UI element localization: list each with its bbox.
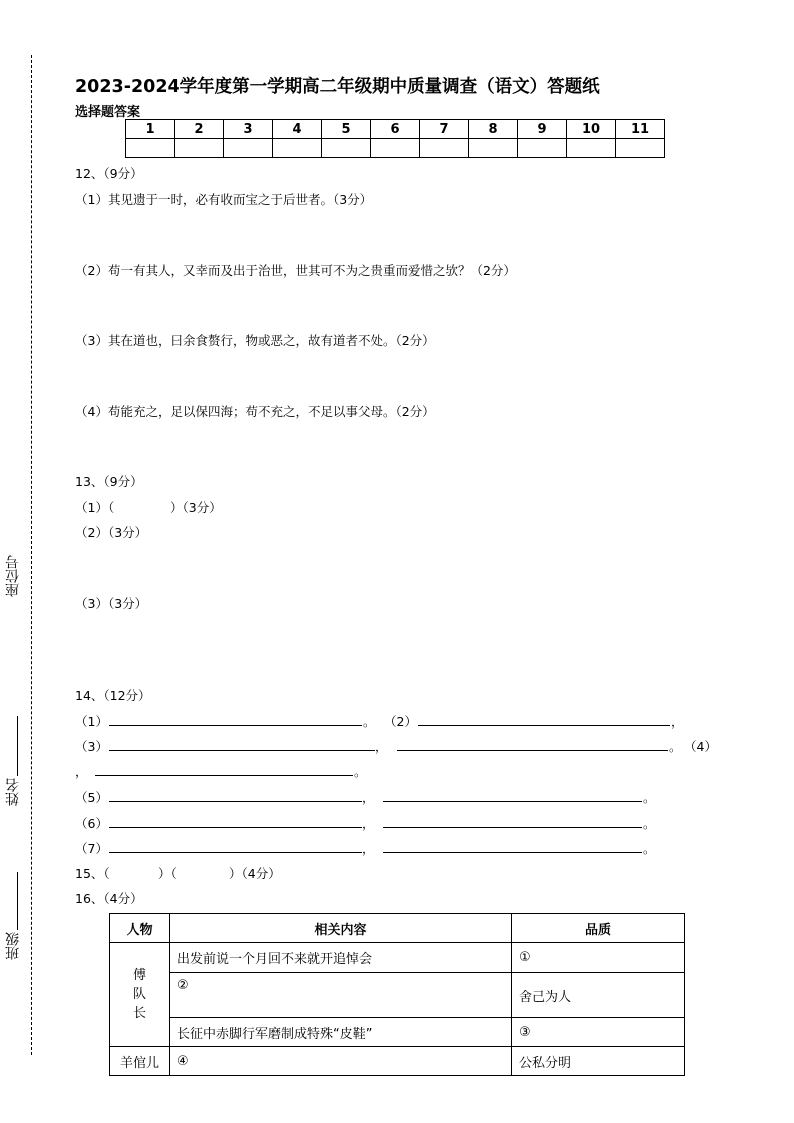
row3-quality[interactable]: ③ [512,1018,685,1047]
q14-label-1: （1） [75,714,108,729]
choice-number: 5 [322,120,371,139]
header-person: 人物 [110,914,170,943]
choice-number: 9 [518,120,567,139]
q14-comma: ， [362,841,375,856]
name-blank[interactable] [17,716,18,776]
choice-answer-cell[interactable] [469,139,518,158]
choice-number: 3 [224,120,273,139]
q14-comma: ， [75,764,88,779]
q12-item-3: （3）其在道也，曰余食赘行，物或恶之，故有道者不处。（2分） [75,333,435,348]
row1-quality[interactable]: ① [512,943,685,973]
person-yang: 羊倌儿 [110,1047,170,1076]
choice-number: 11 [616,120,665,139]
q14-blank-6b[interactable] [383,827,642,828]
q12-item-4: （4）苟能充之，足以保四海；苟不充之，不足以事父母。（2分） [75,404,435,419]
row2-content[interactable]: ② [170,973,512,1018]
q15-middle: ）（ [158,866,177,881]
q16-table [109,913,685,1076]
choice-number: 8 [469,120,518,139]
q14-blank-3a[interactable] [109,750,375,751]
choice-answer-cell[interactable] [420,139,469,158]
q14-period: 。 [669,739,682,754]
row3-content: 长征中赤脚行军磨制成特殊“皮鞋” [170,1018,512,1047]
q14-blank-5a[interactable] [109,801,362,802]
q13-header: 13、（9分） [75,474,143,489]
q14-blank-6a[interactable] [109,827,362,828]
q14-blank-1[interactable] [109,725,362,726]
row4-content[interactable]: ④ [170,1047,512,1076]
q14-label-4: （4） [684,739,717,754]
header-content: 相关内容 [170,914,512,943]
q16-row [110,1018,685,1047]
person-fu [110,943,170,1047]
choice-section-title: 选择题答案 [75,105,141,120]
binding-dashed-line [31,55,32,1055]
q14-label-2: （2） [384,714,417,729]
choice-number: 7 [420,120,469,139]
q16-row [110,943,685,973]
person-fu-text: 傅队长 [132,968,146,1021]
choice-number: 2 [175,120,224,139]
q16-row [110,973,685,1018]
q14-label-3: （3） [75,739,108,754]
q14-blank-3b[interactable] [397,750,668,751]
choice-answer-cell[interactable] [126,139,175,158]
choice-answer-table [125,119,665,158]
q16-header-row [110,914,685,943]
q14-label-7: （7） [75,841,108,856]
seat-number-label: 座位号 [5,555,21,597]
q14-label-5: （5） [75,790,108,805]
choice-answer-cell[interactable] [322,139,371,158]
choice-number: 6 [371,120,420,139]
class-label: 班级 [5,932,21,960]
q16-row [110,1047,685,1076]
row4-quality: 公私分明 [512,1047,685,1076]
choice-answer-cell[interactable] [518,139,567,158]
choice-number: 1 [126,120,175,139]
q13-item-2: （2）（3分） [75,525,148,540]
q14-blank-5b[interactable] [383,801,642,802]
q14-blank-2[interactable] [418,725,670,726]
q14-header: 14、（12分） [75,688,151,703]
q12-item-1: （1）其见遗于一时，必有收而宝之于后世者。（3分） [75,192,373,207]
q16-header: 16、（4分） [75,891,143,906]
header-quality: 品质 [512,914,685,943]
q15-label: 15、（ [75,866,110,881]
q14-period: 。 [643,841,656,856]
q14-comma: ， [375,739,388,754]
q14-blank-7b[interactable] [383,852,642,853]
choice-answer-row [126,139,665,158]
q12-header: 12、（9分） [75,166,143,181]
q14-comma: ， [362,816,375,831]
q13-item-3: （3）（3分） [75,596,148,611]
q12-item-2: （2）苟一有其人，又幸而及出于治世，世其可不为之贵重而爱惜之欤？（2分） [75,263,516,278]
row2-quality: 舍己为人 [512,973,685,1018]
q14-period: 。 [363,714,376,729]
q14-comma: ， [671,714,684,729]
q13-item-1-suffix: ）（3分） [170,500,222,515]
q14-period: 。 [354,764,367,779]
row1-content: 出发前说一个月回不来就开追悼会 [170,943,512,973]
choice-number: 4 [273,120,322,139]
choice-answer-cell[interactable] [567,139,616,158]
q14-period: 。 [643,790,656,805]
q14-blank-7a[interactable] [109,852,362,853]
name-label: 姓名 [5,778,21,806]
choice-answer-cell[interactable] [224,139,273,158]
choice-answer-cell[interactable] [616,139,665,158]
choice-number-row [126,120,665,139]
q15-end: ）（4分） [229,866,281,881]
choice-answer-cell[interactable] [175,139,224,158]
class-blank[interactable] [17,872,18,930]
page-title: 2023-2024学年度第一学期高二年级期中质量调查（语文）答题纸 [75,77,600,97]
q13-item-1-prefix: （1）（ [75,500,115,515]
choice-answer-cell[interactable] [371,139,420,158]
q14-period: 。 [643,816,656,831]
q14-label-6: （6） [75,816,108,831]
choice-number: 10 [567,120,616,139]
choice-answer-cell[interactable] [273,139,322,158]
q14-blank-4[interactable] [95,775,353,776]
q14-comma: ， [362,790,375,805]
